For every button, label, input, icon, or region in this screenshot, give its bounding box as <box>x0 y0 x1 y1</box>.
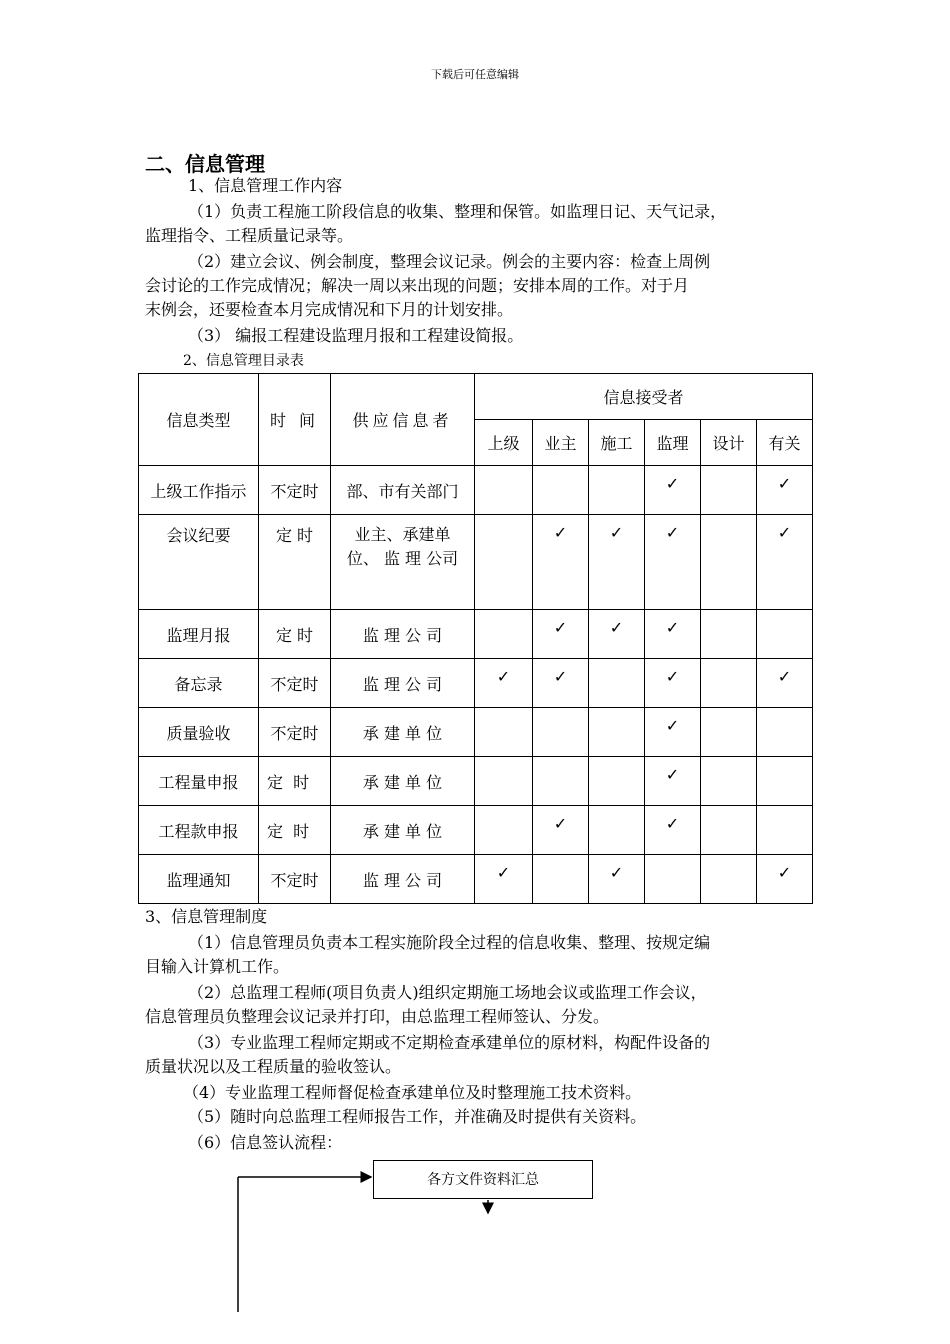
paragraph-line: 信息管理员负整理会议记录并打印，由总监理工程师签认、分发。 <box>145 1007 610 1026</box>
page-header: 下载后可任意编辑 <box>431 68 519 81</box>
check-mark: ✓ <box>533 659 589 708</box>
header-time: 时 间 <box>259 374 331 466</box>
cell-type: 备忘录 <box>139 659 259 708</box>
cell-type: 监理月报 <box>139 610 259 659</box>
check-mark: ✓ <box>475 855 533 904</box>
cell-supplier: 监 理 公 司 <box>331 659 475 708</box>
cell-supplier: 承 建 单 位 <box>331 757 475 806</box>
paragraph-line: 监理指令、工程质量记录等。 <box>145 226 354 245</box>
check-mark: ✓ <box>757 855 813 904</box>
check-mark: ✓ <box>645 806 701 855</box>
cell-time: 定 时 <box>259 610 331 659</box>
check-mark: ✓ <box>645 659 701 708</box>
header-receiver-col: 有关 <box>757 420 813 466</box>
check-mark: ✓ <box>757 659 813 708</box>
check-mark: ✓ <box>475 659 533 708</box>
cell-time: 不定时 <box>259 466 331 515</box>
paragraph-line: （4）专业监理工程师督促检查承建单位及时整理施工技术资料。 <box>183 1083 642 1102</box>
cell-type: 工程量申报 <box>139 757 259 806</box>
flow-box-summary: 各方文件资料汇总 <box>373 1160 593 1199</box>
cell-type: 质量验收 <box>139 708 259 757</box>
paragraph-line: （3）专业监理工程师定期或不定期检查承建单位的原材料，构配件设备的 <box>188 1033 711 1052</box>
section-title: 二、信息管理 <box>145 152 265 176</box>
header-receiver-col: 设计 <box>701 420 757 466</box>
check-mark: ✓ <box>757 466 813 515</box>
check-mark: ✓ <box>645 757 701 806</box>
cell-type: 工程款申报 <box>139 806 259 855</box>
check-mark: ✓ <box>589 610 645 659</box>
header-receivers: 信息接受者 <box>475 374 813 420</box>
cell-supplier: 承 建 单 位 <box>331 806 475 855</box>
paragraph-line: 会讨论的工作完成情况；解决一周以来出现的问题；安排本周的工作。对于月 <box>145 276 690 295</box>
cell-type: 上级工作指示 <box>139 466 259 515</box>
cell-time: 定 时 <box>259 757 331 806</box>
header-receiver-col: 施工 <box>589 420 645 466</box>
subheading-system: 3、信息管理制度 <box>145 907 268 926</box>
check-mark: ✓ <box>533 610 589 659</box>
paragraph-line: （2）建立会议、例会制度，整理会议记录。例会的主要内容：检查上周例 <box>188 252 711 271</box>
cell-time: 定 时 <box>259 515 331 610</box>
paragraph-line: （1）负责工程施工阶段信息的收集、整理和保管。如监理日记、天气记录， <box>188 202 727 221</box>
subheading-table: 2、信息管理目录表 <box>183 353 304 369</box>
header-receiver-col: 业主 <box>533 420 589 466</box>
paragraph-line: （6）信息签认流程： <box>188 1133 343 1152</box>
paragraph-line: （1）信息管理员负责本工程实施阶段全过程的信息收集、整理、按规定编 <box>188 933 711 952</box>
cell-type: 监理通知 <box>139 855 259 904</box>
cell-supplier: 部、市有关部门 <box>331 466 475 515</box>
check-mark: ✓ <box>645 610 701 659</box>
paragraph-line: （3） 编报工程建设监理月报和工程建设简报。 <box>188 326 524 345</box>
cell-supplier: 监 理 公 司 <box>331 610 475 659</box>
paragraph-line: 末例会，还要检查本月完成情况和下月的计划安排。 <box>145 300 514 319</box>
cell-supplier: 承 建 单 位 <box>331 708 475 757</box>
cell-time: 不定时 <box>259 855 331 904</box>
check-mark: ✓ <box>589 855 645 904</box>
check-mark: ✓ <box>645 515 701 610</box>
check-mark: ✓ <box>645 708 701 757</box>
header-supplier: 供应信息者 <box>331 374 475 466</box>
paragraph-line: （2）总监理工程师(项目负责人)组织定期施工场地会议或监理工作会议， <box>188 983 707 1002</box>
check-mark: ✓ <box>757 515 813 610</box>
cell-supplier: 监 理 公 司 <box>331 855 475 904</box>
check-mark: ✓ <box>589 515 645 610</box>
cell-time: 不定时 <box>259 659 331 708</box>
check-mark: ✓ <box>533 806 589 855</box>
cell-supplier: 业主、承建单位、 监 理 公司 <box>331 515 475 610</box>
subheading-work-content: 1、信息管理工作内容 <box>188 176 343 195</box>
check-mark: ✓ <box>533 515 589 610</box>
header-type: 信息类型 <box>139 374 259 466</box>
cell-type: 会议纪要 <box>139 515 259 610</box>
header-receiver-col: 监理 <box>645 420 701 466</box>
header-receiver-col: 上级 <box>475 420 533 466</box>
paragraph-line: （5）随时向总监理工程师报告工作，并准确及时提供有关资料。 <box>188 1107 647 1126</box>
cell-time: 不定时 <box>259 708 331 757</box>
check-mark: ✓ <box>645 466 701 515</box>
paragraph-line: 目输入计算机工作。 <box>145 957 290 976</box>
cell-time: 定 时 <box>259 806 331 855</box>
paragraph-line: 质量状况以及工程质量的验收签认。 <box>145 1057 402 1076</box>
